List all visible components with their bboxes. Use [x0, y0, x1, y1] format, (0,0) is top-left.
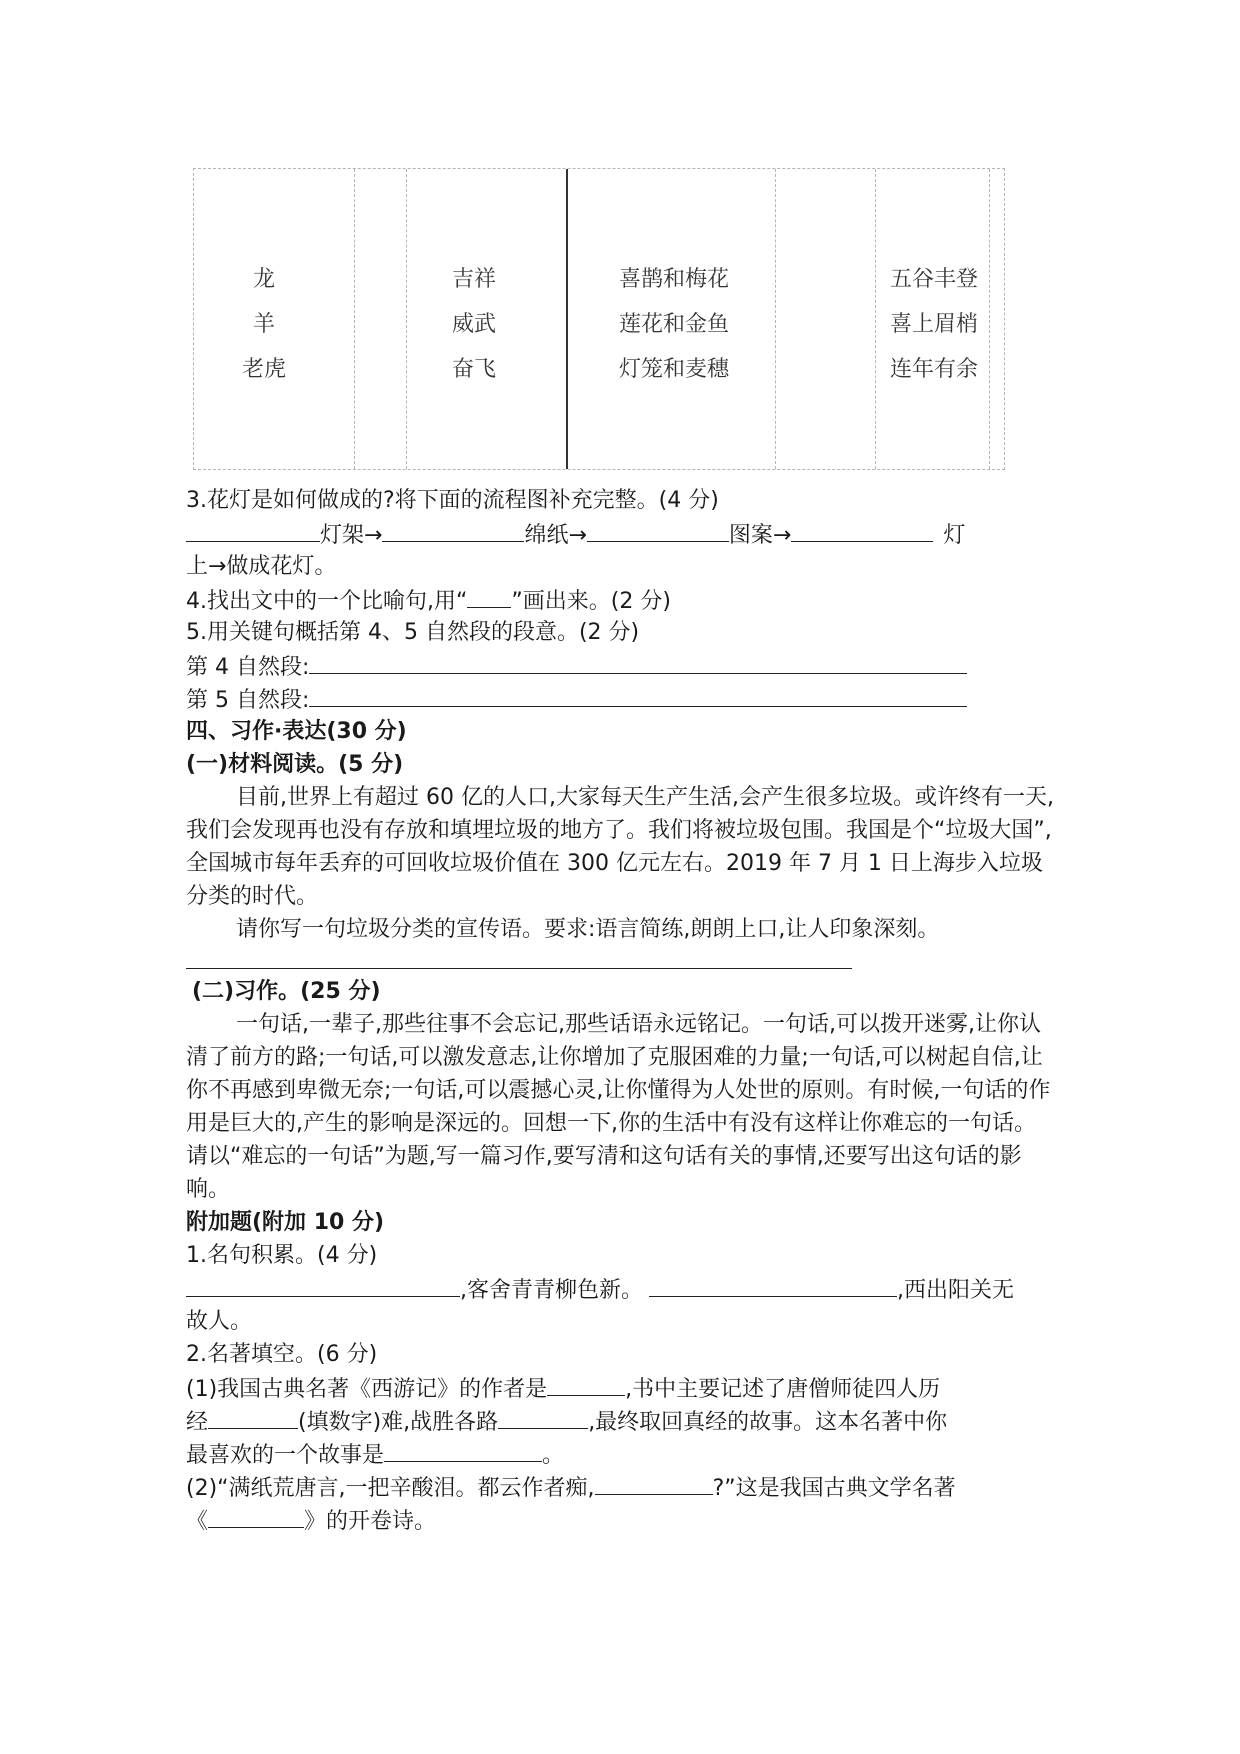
- reading-task: 请你写一句垃圾分类的宣传语。要求:语言简练,朗朗上口,让人印象深刻。: [236, 917, 940, 942]
- extra-q2-2-line1: [186, 1470, 956, 1505]
- answer-blank[interactable]: [595, 1470, 713, 1495]
- extra-q2-title: 2.名著填空。(6 分): [186, 1342, 378, 1367]
- question-text: (2)“满纸荒唐言,一把辛酸泪。都云作者痴,: [186, 1476, 595, 1501]
- question-text: (填数字)难,战胜各路: [298, 1410, 499, 1435]
- extra-q2-2-line2: [186, 1503, 436, 1538]
- extra-q2-1-line1: [186, 1371, 940, 1406]
- pattern-item[interactable]: 喜鹊和梅花: [618, 267, 729, 292]
- answer-blank[interactable]: [309, 682, 967, 707]
- poem-line: ,西出阳关无: [897, 1278, 1014, 1303]
- flow-step: 图案→: [728, 523, 792, 548]
- writing-title: (二)习作。(25 分): [192, 979, 381, 1004]
- meaning-item[interactable]: 威武: [451, 312, 496, 337]
- underline-sample: [467, 583, 511, 608]
- extra-q2-1-line2: [186, 1404, 947, 1439]
- idiom-column: [884, 257, 984, 392]
- answer-blank[interactable]: [649, 1272, 897, 1297]
- idiom-item[interactable]: 五谷丰登: [889, 267, 978, 292]
- question-text: (1)我国古典名著《西游记》的作者是: [186, 1377, 548, 1402]
- extra-title: 附加题(附加 10 分): [186, 1210, 385, 1235]
- matching-table: [193, 168, 1005, 470]
- question-text: ,书中主要记述了唐僧师徒四人历: [625, 1377, 941, 1402]
- extra-q1-title: 1.名句积累。(4 分): [186, 1243, 378, 1268]
- question-3-flow: [186, 517, 965, 552]
- pattern-column: [599, 257, 749, 392]
- idiom-item[interactable]: 喜上眉梢: [889, 312, 978, 337]
- animal-item[interactable]: 老虎: [241, 357, 286, 382]
- answer-blank[interactable]: [791, 517, 933, 542]
- para5-label: 第 5 自然段:: [186, 688, 310, 713]
- meaning-item[interactable]: 奋飞: [451, 357, 496, 382]
- meaning-item[interactable]: 吉祥: [451, 267, 496, 292]
- writing-body: 一句话,一辈子,那些往事不会忘记,那些话语永远铭记。一句话,可以拨开迷雾,让你认清了前方的路;一句话,可以激发意志,让你增加了克服困难的力量;一句话,可以树起自信,让你不再感到卑微无奈;一句话,可以震撼心灵,让你懂得为人处世的原则。有时候,一句话的作用是巨大的,产生的影响是深远的。回想一下,你的生活中有没有这样让你难忘的一句话。请以“难忘的一句话”为题,写一篇习作,要写清和这句话有关的事情,还要写出这句话的影响。: [186, 1012, 1051, 1202]
- flow-step: 灯: [943, 523, 966, 548]
- table-divider: [875, 169, 876, 469]
- idiom-item[interactable]: 连年有余: [889, 357, 978, 382]
- question-text: 最喜欢的一个故事是: [186, 1443, 385, 1468]
- meaning-column: [434, 257, 514, 392]
- question-text: 《: [186, 1509, 209, 1534]
- answer-blank[interactable]: [186, 517, 320, 542]
- question-text: 经: [186, 1410, 209, 1435]
- answer-blank[interactable]: [382, 517, 524, 542]
- answer-blank[interactable]: [309, 649, 967, 674]
- table-divider: [989, 169, 990, 469]
- answer-blank[interactable]: [384, 1437, 542, 1462]
- answer-blank[interactable]: [186, 1272, 460, 1297]
- flow-step: 绵纸→: [524, 523, 587, 548]
- question-text: ?”这是我国古典文学名著: [712, 1476, 956, 1501]
- question-text: 》的开卷诗。: [304, 1509, 437, 1534]
- poem-line: ,客舍青青柳色新。: [460, 1278, 643, 1303]
- reading-title: (一)材料阅读。(5 分): [186, 752, 404, 777]
- question-4-text: 4.找出文中的一个比喻句,用“: [186, 589, 468, 614]
- flow-step: 灯架→: [320, 523, 383, 548]
- extra-q1-line-end: 故人。: [186, 1309, 253, 1334]
- table-divider: [354, 169, 355, 469]
- extra-q2-1-line3: [186, 1437, 564, 1472]
- answer-line[interactable]: [186, 968, 852, 969]
- extra-q1-line: [186, 1272, 1014, 1307]
- table-center-line: [566, 169, 568, 469]
- table-divider: [775, 169, 776, 469]
- animal-item[interactable]: 龙: [252, 267, 275, 292]
- answer-blank[interactable]: [498, 1404, 588, 1429]
- reading-body: 目前,世界上有超过 60 亿的人口,大家每天生产生活,会产生很多垃圾。或许终有一天,我们会发现再也没有存放和填埋垃圾的地方了。我们将被垃圾包围。我国是个“垃圾大国”,全国城市每年丢弃的可回收垃圾价值在 300 亿元左右。2019 年 7 月 1 日上海步入垃圾分类的时代。: [186, 785, 1054, 909]
- question-4: [186, 583, 671, 618]
- question-text: 。: [542, 1443, 565, 1468]
- question-5-para5: [186, 682, 967, 717]
- question-3-flow-end: 上→做成花灯。: [186, 554, 337, 579]
- animal-item[interactable]: 羊: [252, 312, 275, 337]
- section-4-title: 四、习作·表达(30 分): [186, 719, 407, 744]
- question-3-title: 3.花灯是如何做成的?将下面的流程图补充完整。(4 分): [186, 488, 719, 513]
- pattern-item[interactable]: 莲花和金鱼: [618, 312, 729, 337]
- answer-blank[interactable]: [208, 1404, 298, 1429]
- question-5-title: 5.用关键句概括第 4、5 自然段的段意。(2 分): [186, 620, 640, 645]
- para4-label: 第 4 自然段:: [186, 655, 310, 680]
- answer-blank[interactable]: [208, 1503, 304, 1528]
- question-4-text: ”画出来。(2 分): [511, 589, 671, 614]
- question-5-para4: [186, 649, 967, 684]
- pattern-item[interactable]: 灯笼和麦穗: [618, 357, 729, 382]
- answer-blank[interactable]: [587, 517, 729, 542]
- question-text: ,最终取回真经的故事。这本名著中你: [588, 1410, 948, 1435]
- animal-column: [224, 257, 304, 392]
- table-divider: [406, 169, 407, 469]
- answer-blank[interactable]: [547, 1371, 625, 1396]
